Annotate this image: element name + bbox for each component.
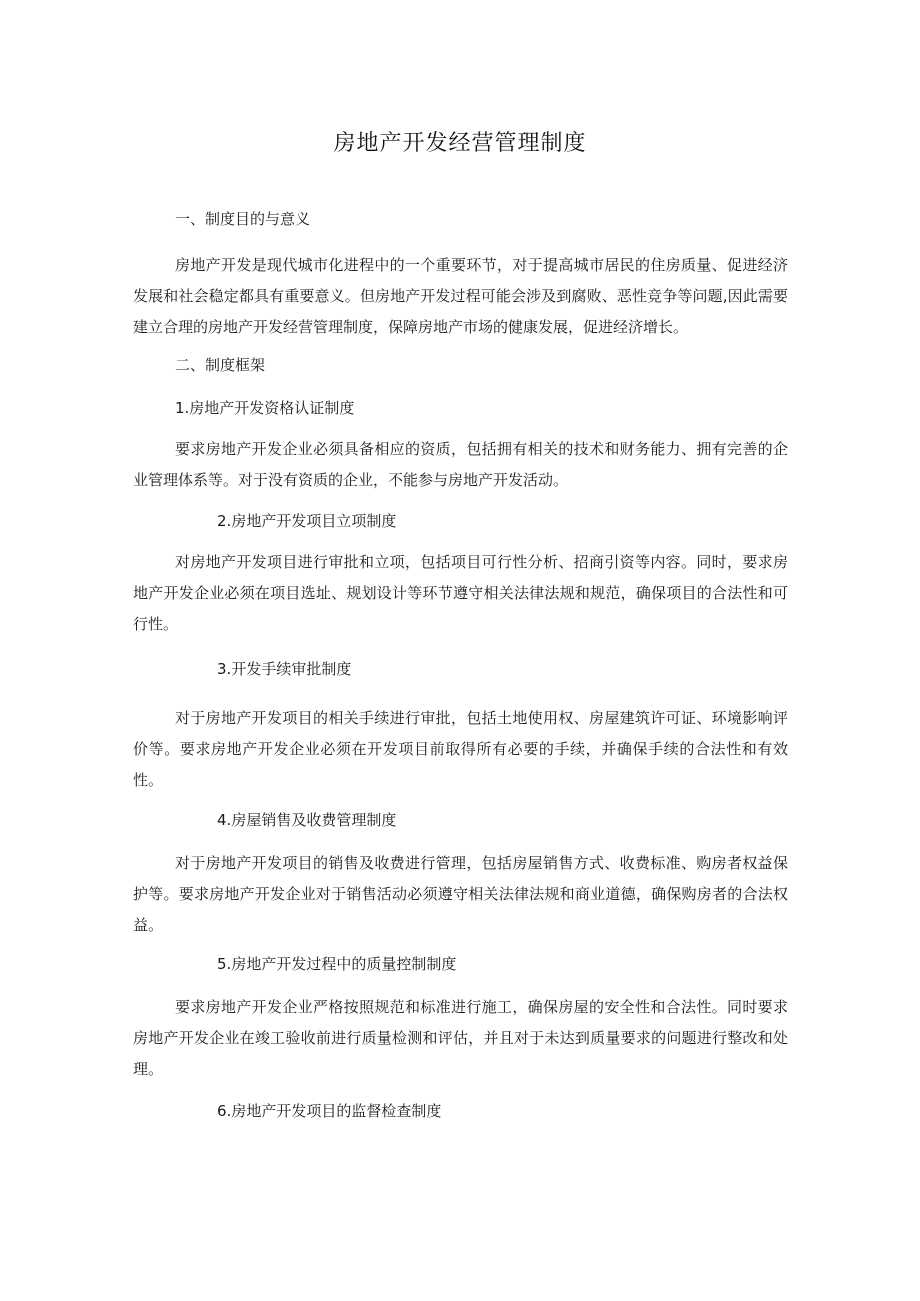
subheading-qualification: 1.房地产开发资格认证制度 xyxy=(175,399,355,417)
paragraph-quality-control: 要求房地产开发企业严格按照规范和标准进行施工，确保房屋的安全性和合法性。同时要求房地产开发企业在竣工验收前进行质量检测和评估，并且对于未达到质量要求的问题进行整改和处理。 xyxy=(133,998,788,1078)
paragraph-sales-fees: 对于房地产开发项目的销售及收费进行管理，包括房屋销售方式、收费标准、购房者权益保护等。要求房地产开发企业对于销售活动必须遵守相关法律法规和商业道德，确保购房者的合法权益。 xyxy=(133,854,788,934)
subheading-project-approval xyxy=(133,506,788,537)
subheading-quality-control xyxy=(133,949,788,980)
item-title: .房屋销售及收费管理制度 xyxy=(226,811,397,829)
subheading-procedures xyxy=(133,654,788,685)
item-number: 6 xyxy=(217,1102,227,1120)
item-number: 3 xyxy=(217,660,227,678)
item-number: 4 xyxy=(217,811,227,829)
subheading-sales-fees xyxy=(133,805,788,836)
item-title: .房地产开发项目立项制度 xyxy=(226,512,397,530)
item-number: 5 xyxy=(217,955,227,973)
paragraph-procedures: 对于房地产开发项目的相关手续进行审批，包括土地使用权、房屋建筑许可证、环境影响评价等。要求房地产开发企业必须在开发项目前取得所有必要的手续，并确保手续的合法性和有效性。 xyxy=(133,709,788,789)
paragraph-project-approval: 对房地产开发项目进行审批和立项，包括项目可行性分析、招商引资等内容。同时，要求房地产开发企业必须在项目选址、规划设计等环节遵守相关法律法规和规范，确保项目的合法性和可行性。 xyxy=(133,553,788,633)
item-number: 2 xyxy=(217,512,227,530)
section-heading-framework: 二、制度框架 xyxy=(175,356,266,374)
subheading-supervision xyxy=(133,1096,788,1127)
paragraph-qualification: 要求房地产开发企业必须具备相应的资质，包括拥有相关的技术和财务能力、拥有完善的企业管理体系等。对于没有资质的企业，不能参与房地产开发活动。 xyxy=(133,440,788,489)
section-heading-purpose: 一、制度目的与意义 xyxy=(175,210,311,228)
document-title: 房地产开发经营管理制度 xyxy=(333,131,587,156)
item-title: .开发手续审批制度 xyxy=(226,660,352,678)
item-title: .房地产开发过程中的质量控制制度 xyxy=(226,955,457,973)
paragraph-purpose: 房地产开发是现代城市化进程中的一个重要环节，对于提高城市居民的住房质量、促进经济发展和社会稳定都具有重要意义。但房地产开发过程可能会涉及到腐败、恶性竞争等问题,因此需要建立合理的房地产开发经营管理制度，保障房地产市场的健康发展，促进经济增长。 xyxy=(133,256,788,336)
item-title: .房地产开发项目的监督检查制度 xyxy=(226,1102,442,1120)
